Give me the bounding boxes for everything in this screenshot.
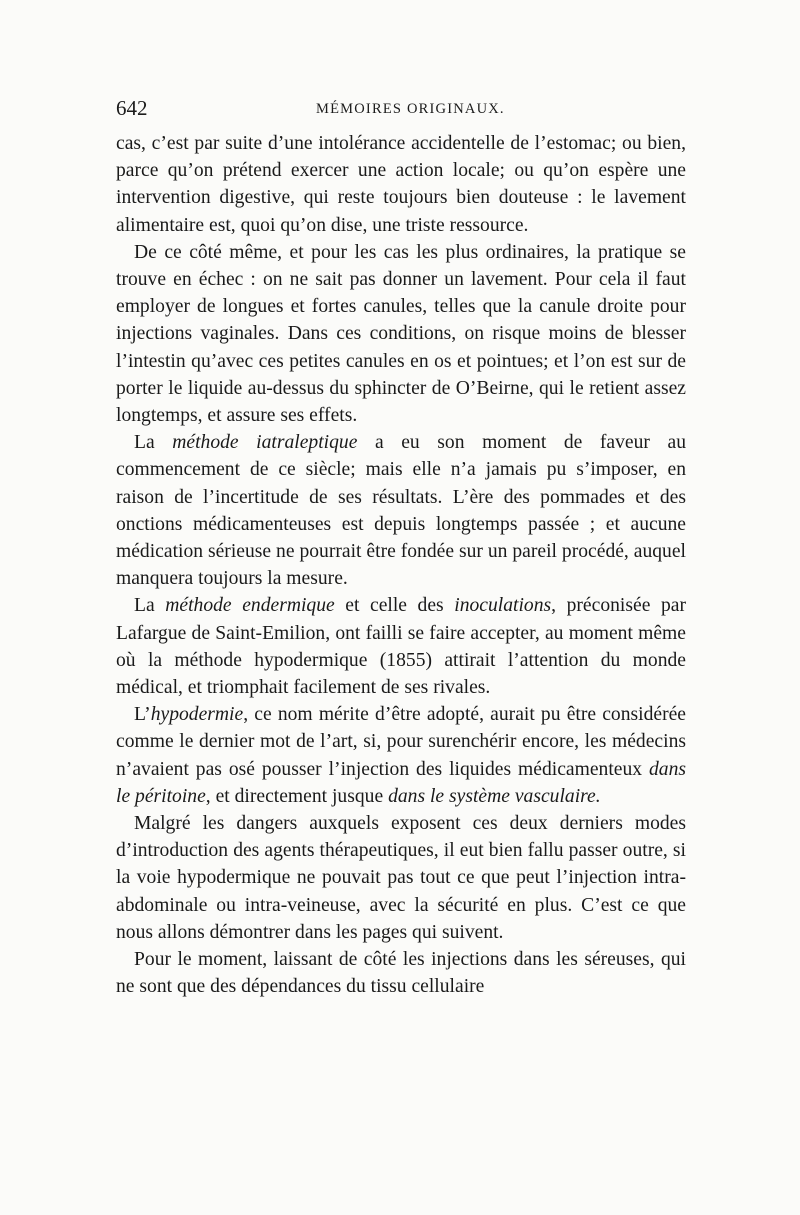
paragraph — [116, 130, 686, 239]
italic-run: méthode endermique — [165, 595, 335, 617]
text-run: Pour le moment, laissant de côté les injections dans les séreuses, qui ne sont que des dépendances du tissu cellulaire — [116, 949, 686, 998]
text-run: et celle des — [334, 595, 455, 617]
text-run: , et directement jusque — [205, 785, 389, 807]
text-run: a eu son moment de faveur au commencement de ce siècle; mais elle n’a jamais pu s’imposer, en raison de l’incertitude de ses résultats. L’ère des pommades et des onctions médicamenteuses est depuis longtemps passée ; et aucune médication sérieuse ne pourrait être fondée sur un pareil procédé, auquel manquera toujours la mesure. — [116, 432, 686, 590]
text-run: La — [134, 595, 166, 617]
running-head: MÉMOIRES ORIGINAUX. — [316, 101, 505, 117]
italic-run: inoculations — [454, 595, 552, 617]
italic-run: dans le système vasculaire. — [388, 785, 601, 807]
paragraph — [116, 810, 686, 946]
text-run: , préconisée par Lafargue de Saint-Emilion, ont failli se faire accepter, au moment même où la méthode hypodermique (1855) attirait l’attention du monde médical, et triomphait facilement de ses rivales. — [116, 595, 686, 699]
paragraph — [116, 946, 686, 1000]
italic-run: méthode iatraleptique — [172, 432, 358, 454]
paragraph — [116, 239, 686, 429]
text-run: De ce côté même, et pour les cas les plus ordinaires, la pratique se trouve en échec : on ne sait pas donner un lavement. Pour cela il faut employer de longues et fortes canules, telles que la canule droite pour injections vaginales. Dans ces conditions, on risque moins de blesser l’intestin qu’avec ces petites canules en os et pointues; et l’on est sur de porter le liquide au-dessus du sphincter de O’Beirne, qui le retient assez longtemps, et assure ses effets. — [116, 241, 686, 427]
body-text — [116, 130, 686, 1001]
text-run: L’ — [134, 704, 151, 726]
text-run: cas, c’est par suite d’une intolérance accidentelle de l’estomac; ou bien, parce qu’on prétend exercer une action locale; ou qu’on espère une intervention digestive, qui reste toujours bien douteuse : le lavement alimentaire est, quoi qu’on dise, une triste ressource. — [116, 133, 686, 236]
paragraph — [116, 701, 686, 810]
paragraph — [116, 592, 686, 701]
text-run: Malgré les dangers auxquels exposent ces deux derniers modes d’introduction des agents thérapeutiques, il eut bien fallu passer outre, si la voie hypodermique ne pouvait pas tout ce que peut l’injection intra-abdominale ou intra-veineuse, avec la sécurité en plus. C’est ce que nous allons démontrer dans les pages qui suivent. — [116, 813, 686, 943]
italic-run: dans le péritoine — [116, 758, 686, 807]
text-run: La — [134, 432, 173, 454]
paragraph — [116, 429, 686, 592]
page-header — [116, 96, 684, 126]
italic-run: hypodermie — [150, 704, 244, 726]
page-number: 642 — [116, 96, 148, 120]
text-run: , ce nom mérite d’être adopté, aurait pu être considérée comme le dernier mot de l’art, si, pour surenchérir encore, les médecins n’avaient pas osé pousser l’injection des liquides médicamenteux — [116, 704, 686, 780]
